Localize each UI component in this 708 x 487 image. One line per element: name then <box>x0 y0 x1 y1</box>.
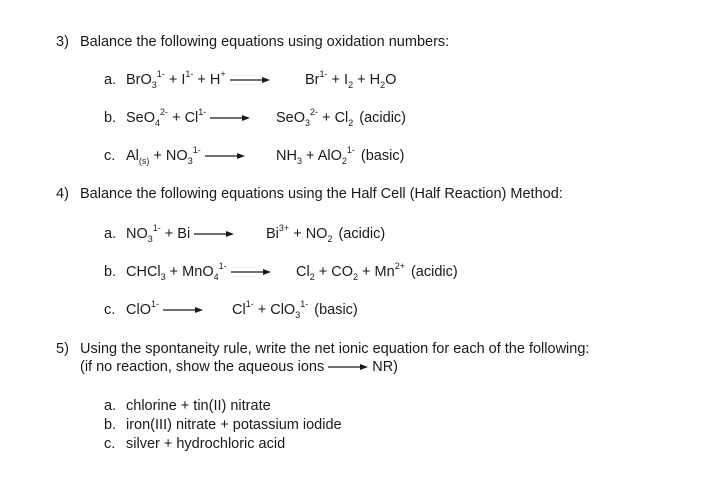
question-5b <box>104 417 342 433</box>
question-4c-reactants: c. ClO$^{1-}$ <box>104 302 207 318</box>
item-text: silver + hydrochloric acid <box>126 436 286 452</box>
item-label: b. <box>104 417 117 433</box>
note-text: (if no reaction, show the aqueous ions <box>80 359 325 375</box>
reaction-arrow-icon <box>205 152 245 160</box>
item-label: c. <box>104 436 116 452</box>
item-label: a. <box>104 226 117 242</box>
question-4a-products: $Bi^{3+} + NO_2$ (acidic) <box>266 223 386 244</box>
item-text: chlorine + tin(II) nitrate <box>126 398 271 414</box>
question-text: Balance the following equations using the Half Cell (Half Reaction) Method: <box>80 186 563 202</box>
note-nr: NR) <box>372 359 399 375</box>
reaction-arrow-icon <box>210 114 250 122</box>
question-4c-products: $Cl^{1-} + ClO_3^{1-}$ (basic) <box>232 299 358 320</box>
reaction-condition: (basic) <box>360 148 405 164</box>
item-label: a. <box>104 72 117 88</box>
question-3c-reactants: c. $Al_{(s)} + NO_3^{1-}$ <box>104 148 249 164</box>
reaction-condition: (basic) <box>314 302 358 318</box>
question-3b-products: $SeO_3^{2-} + Cl_2$ (acidic) <box>276 107 407 128</box>
reaction-arrow-icon <box>231 268 271 276</box>
reaction-condition: (acidic) <box>338 226 386 242</box>
question-4-heading <box>56 186 563 202</box>
question-text: Using the spontaneity rule, write the net ionic equation for each of the following: <box>80 341 590 357</box>
item-label: c. <box>104 148 116 164</box>
question-3c-products: $NH_3 + AlO_2^{1-}$ (basic) <box>276 145 405 166</box>
reaction-condition: (acidic) <box>410 264 458 280</box>
item-label: a. <box>104 398 117 414</box>
question-4b-reactants: b. CHCl$_3$ + MnO$_4^{1-}$ <box>104 264 275 280</box>
question-3-heading <box>56 34 449 50</box>
question-5c <box>104 436 285 452</box>
question-5-note <box>80 359 398 375</box>
question-4b-products: $Cl_2 + CO_2 + Mn^{2+}$ (acidic) <box>296 261 458 282</box>
reaction-arrow-icon <box>230 76 270 84</box>
question-number: 5) <box>56 341 69 357</box>
item-label: b. <box>104 110 117 126</box>
item-label: c. <box>104 302 116 318</box>
item-label: b. <box>104 264 117 280</box>
reaction-condition: (acidic) <box>359 110 407 126</box>
question-3a-reactants: a. $BrO_3^{1-} + I^{1-} + H^+$ <box>104 72 274 88</box>
question-5a <box>104 398 271 414</box>
reaction-arrow-icon <box>194 230 234 238</box>
reaction-arrow-icon <box>328 363 368 371</box>
question-3b-reactants: b. $SeO_4^{2-} + Cl^{1-}$ <box>104 110 254 126</box>
item-text: iron(III) nitrate + potassium iodide <box>126 417 342 433</box>
question-number: 4) <box>56 186 69 202</box>
question-3a-products: $Br^{1-} + I_2 + H_2O$ <box>305 69 397 90</box>
question-5-heading <box>56 341 589 357</box>
reaction-arrow-icon <box>163 306 203 314</box>
question-number: 3) <box>56 34 69 50</box>
question-text: Balance the following equations using oxidation numbers: <box>80 34 450 50</box>
question-4a-reactants: a. $NO_3^{1-} + Bi$ <box>104 226 238 242</box>
